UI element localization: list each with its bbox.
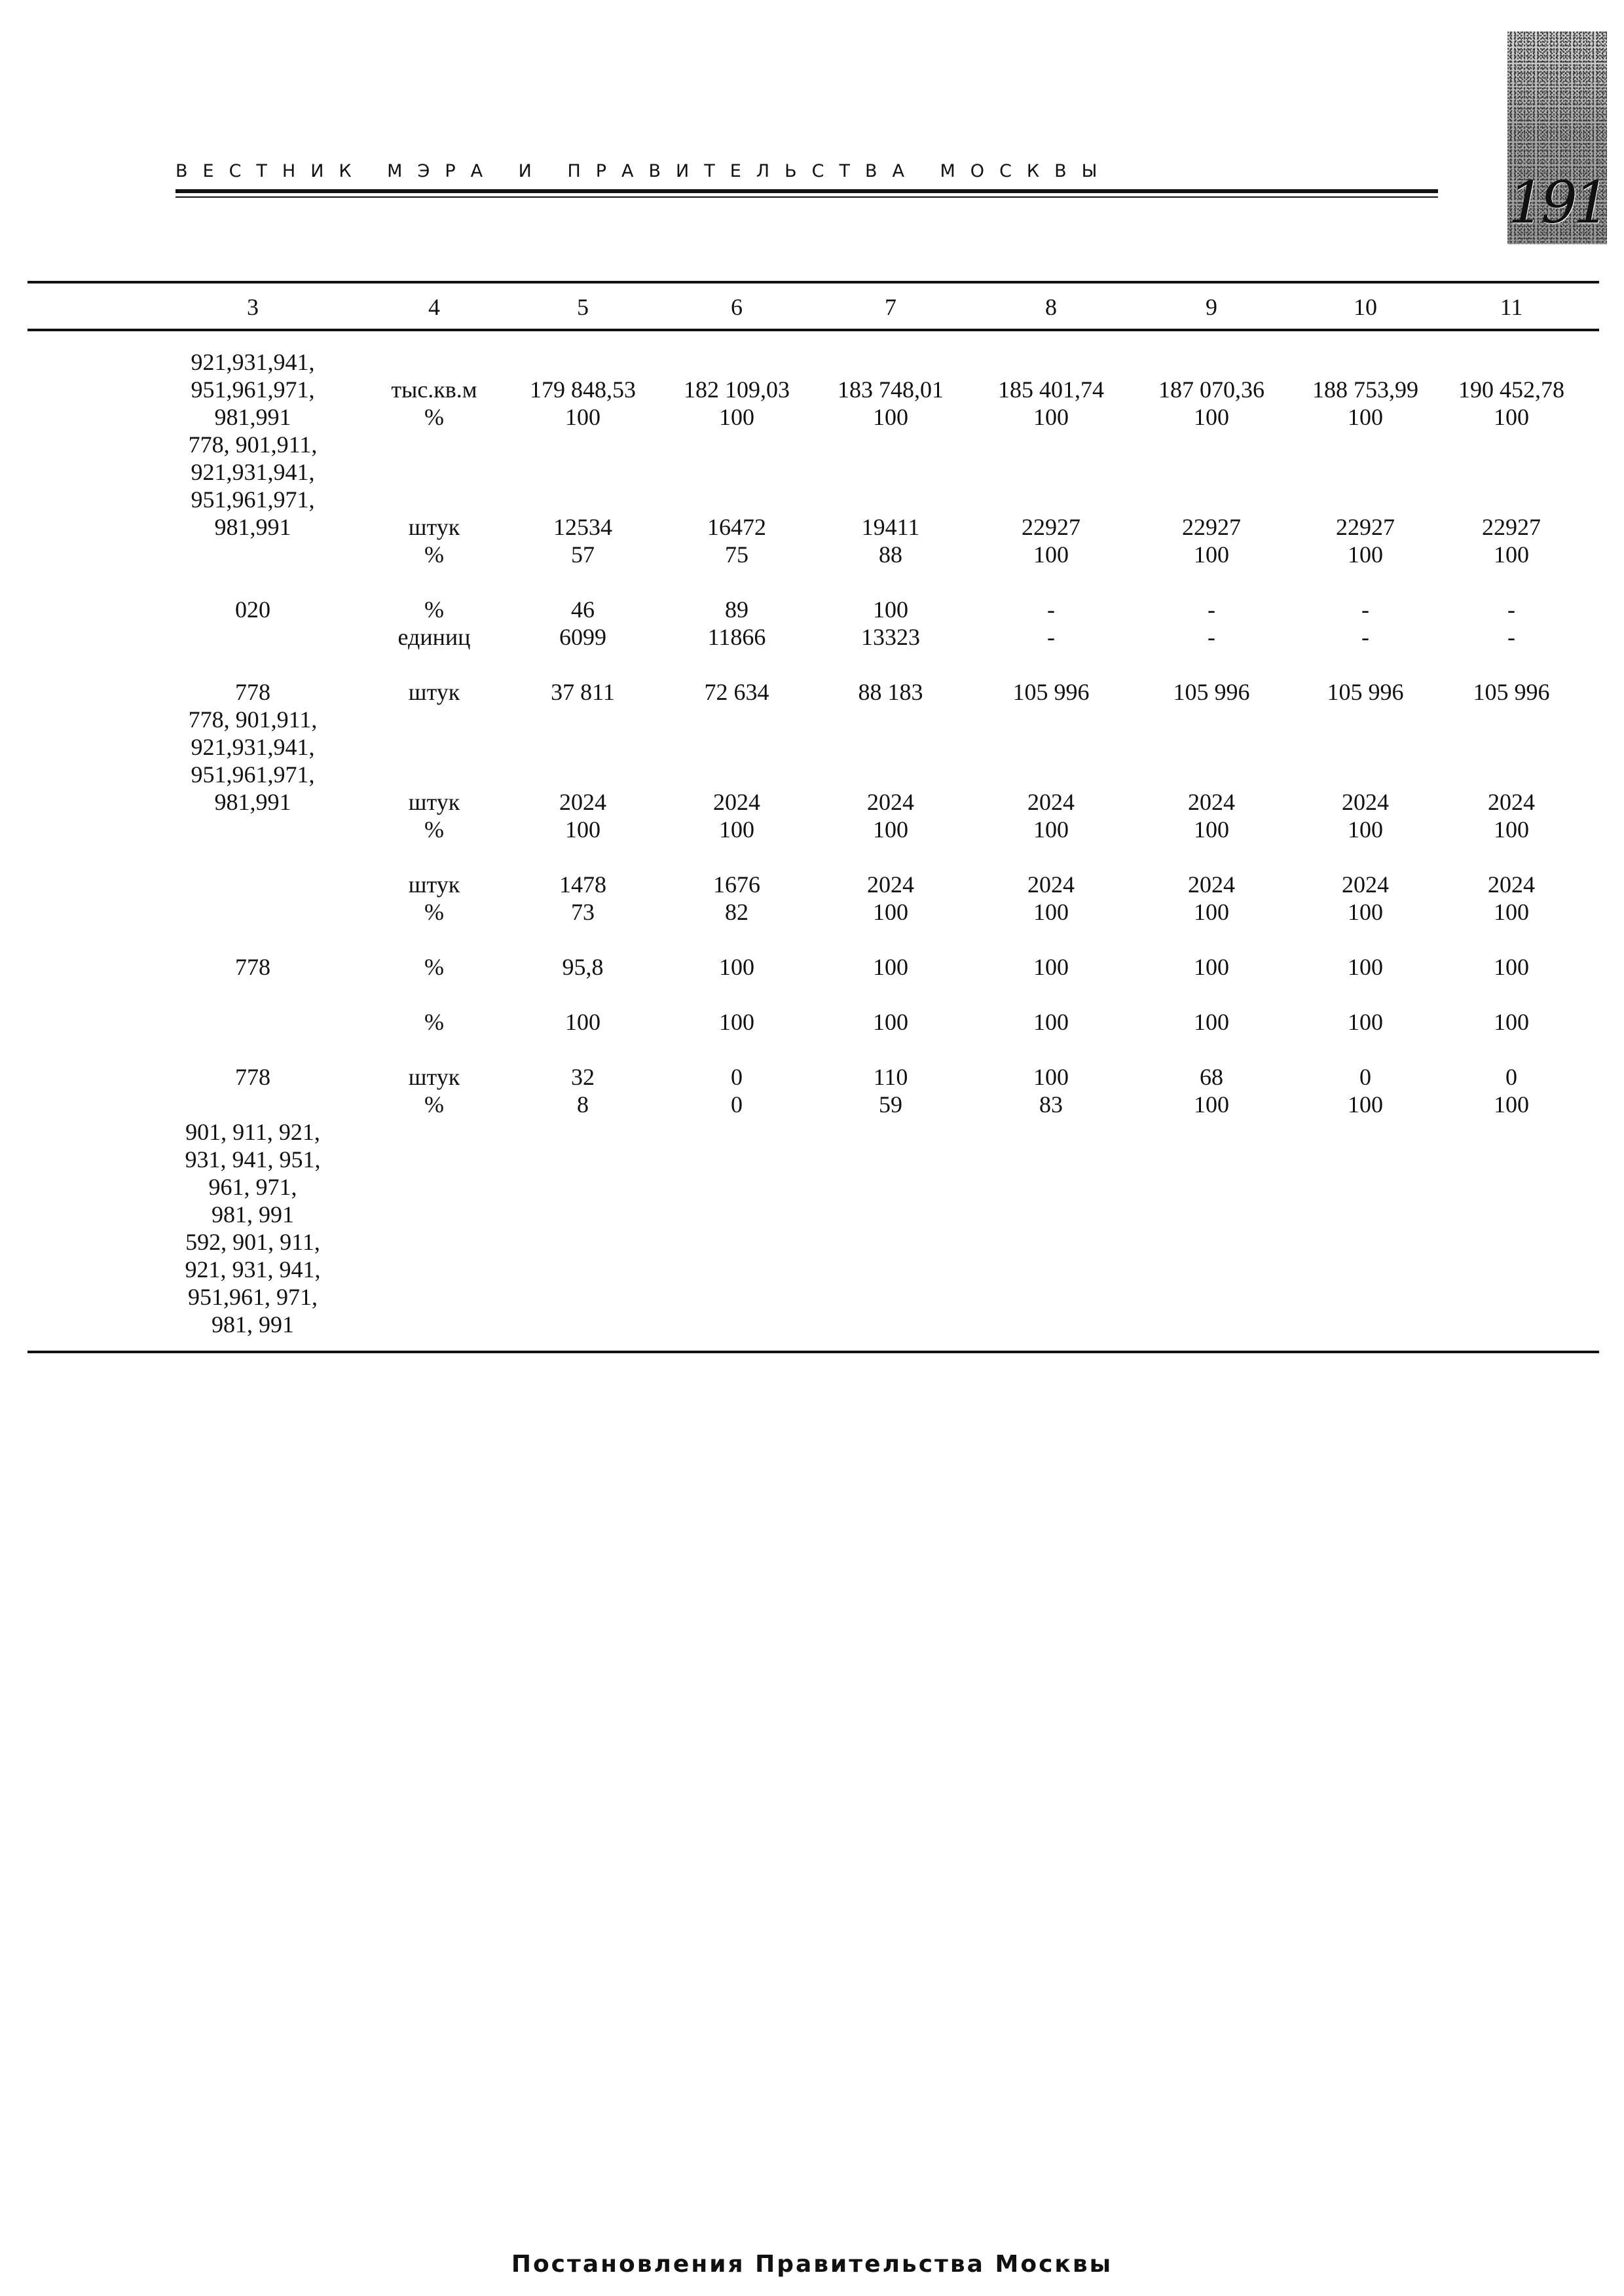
footer-section-title: Постановления Правительства Москвы bbox=[511, 2251, 1113, 2278]
column-header: 5 bbox=[577, 294, 589, 320]
page-number: 191 bbox=[1508, 169, 1606, 236]
column-header: 3 bbox=[247, 294, 259, 320]
running-title: ВЕСТНИК МЭРА И ПРАВИТЕЛЬСТВА МОСКВЫ bbox=[175, 161, 1113, 181]
value-cell: 100 bbox=[1194, 954, 1229, 980]
code-cell: 778, 901,911, 921,931,941, 951,961,971, 981,991 bbox=[188, 431, 318, 540]
value-cell: 187 070,36 100 bbox=[1158, 376, 1264, 430]
value-cell: 68 100 bbox=[1194, 1064, 1229, 1118]
value-cell: 2024 100 bbox=[559, 789, 606, 843]
value-cell: 100 bbox=[1033, 1009, 1069, 1035]
unit-cell: % единиц bbox=[397, 596, 471, 650]
value-cell: 179 848,53 100 bbox=[530, 376, 636, 430]
column-header: 4 bbox=[428, 294, 440, 320]
value-cell: 2024 100 bbox=[1188, 789, 1235, 843]
value-cell: 2024 100 bbox=[867, 789, 914, 843]
value-cell: - - bbox=[1208, 596, 1215, 650]
value-cell: 190 452,78 100 bbox=[1458, 376, 1564, 430]
value-cell: 22927 100 bbox=[1022, 514, 1080, 568]
unit-cell: штук % bbox=[408, 871, 460, 925]
page-number-badge bbox=[1507, 31, 1607, 244]
value-cell: 188 753,99 100 bbox=[1312, 376, 1418, 430]
value-cell: 2024 100 bbox=[1342, 871, 1389, 925]
code-cell: 020 bbox=[235, 596, 270, 623]
value-cell: 100 bbox=[1348, 954, 1383, 980]
value-cell: 95,8 bbox=[562, 954, 604, 980]
value-cell: 2024 100 bbox=[1342, 789, 1389, 843]
header-rule-thin bbox=[175, 196, 1438, 198]
value-cell: 100 bbox=[1033, 954, 1069, 980]
value-cell: 182 109,03 100 bbox=[684, 376, 790, 430]
value-cell: 22927 100 bbox=[1336, 514, 1395, 568]
value-cell: 105 996 bbox=[1173, 679, 1250, 705]
value-cell: - - bbox=[1507, 596, 1515, 650]
table-bottom-rule bbox=[28, 1351, 1599, 1353]
value-cell: - - bbox=[1361, 596, 1369, 650]
table-header-rule bbox=[28, 329, 1599, 331]
value-cell: 22927 100 bbox=[1182, 514, 1241, 568]
value-cell: 88 183 bbox=[858, 679, 923, 705]
value-cell: 2024 100 bbox=[1027, 789, 1075, 843]
unit-cell: штук % bbox=[408, 789, 460, 843]
value-cell: 1676 82 bbox=[713, 871, 760, 925]
value-cell: 22927 100 bbox=[1482, 514, 1541, 568]
value-cell: 100 bbox=[1194, 1009, 1229, 1035]
unit-cell: штук % bbox=[408, 514, 460, 568]
value-cell: 105 996 bbox=[1327, 679, 1404, 705]
value-cell: 100 83 bbox=[1033, 1064, 1069, 1118]
value-cell: 2024 100 bbox=[1188, 871, 1235, 925]
table-top-rule bbox=[28, 281, 1599, 283]
value-cell: 19411 88 bbox=[861, 514, 920, 568]
value-cell: 0 0 bbox=[731, 1064, 743, 1118]
value-cell: 185 401,74 100 bbox=[998, 376, 1104, 430]
value-cell: 2024 100 bbox=[867, 871, 914, 925]
value-cell: 100 bbox=[719, 1009, 754, 1035]
value-cell: 105 996 bbox=[1473, 679, 1550, 705]
value-cell: 1478 73 bbox=[559, 871, 606, 925]
value-cell: - - bbox=[1047, 596, 1055, 650]
code-cell: 592, 901, 911, 921, 931, 941, 951,961, 971, 981, 991 bbox=[185, 1229, 321, 1338]
unit-cell: штук bbox=[408, 679, 460, 705]
column-header: 6 bbox=[731, 294, 743, 320]
code-cell: 778 bbox=[235, 1064, 270, 1090]
code-cell: 901, 911, 921, 931, 941, 951, 961, 971, 981, 991 bbox=[185, 1119, 321, 1228]
value-cell: 100 bbox=[1494, 954, 1529, 980]
value-cell: 2024 100 bbox=[1488, 871, 1535, 925]
value-cell: 16472 75 bbox=[707, 514, 766, 568]
value-cell: 110 59 bbox=[873, 1064, 908, 1118]
value-cell: 183 748,01 100 bbox=[838, 376, 944, 430]
value-cell: 89 11866 bbox=[707, 596, 766, 650]
value-cell: 37 811 bbox=[551, 679, 615, 705]
value-cell: 100 bbox=[565, 1009, 600, 1035]
unit-cell: штук % bbox=[408, 1064, 460, 1118]
column-header: 9 bbox=[1206, 294, 1217, 320]
value-cell: 2024 100 bbox=[713, 789, 760, 843]
code-cell: 778 bbox=[235, 679, 270, 705]
code-cell: 778 bbox=[235, 954, 270, 980]
unit-cell: % bbox=[424, 1009, 444, 1035]
code-cell: 921,931,941, 951,961,971, 981,991 bbox=[191, 349, 315, 430]
value-cell: 46 6099 bbox=[559, 596, 606, 650]
column-header: 10 bbox=[1354, 294, 1377, 320]
value-cell: 0 100 bbox=[1494, 1064, 1529, 1118]
column-header: 8 bbox=[1045, 294, 1057, 320]
unit-cell: тыс.кв.м % bbox=[391, 376, 477, 430]
value-cell: 100 bbox=[873, 954, 908, 980]
code-cell: 778, 901,911, 921,931,941, 951,961,971, 981,991 bbox=[188, 706, 318, 815]
unit-cell: % bbox=[424, 954, 444, 980]
value-cell: 105 996 bbox=[1012, 679, 1090, 705]
column-header: 11 bbox=[1500, 294, 1523, 320]
value-cell: 100 bbox=[1348, 1009, 1383, 1035]
header-rule-thick bbox=[175, 189, 1438, 193]
value-cell: 32 8 bbox=[571, 1064, 595, 1118]
value-cell: 100 bbox=[1494, 1009, 1529, 1035]
value-cell: 100 13323 bbox=[861, 596, 920, 650]
value-cell: 0 100 bbox=[1348, 1064, 1383, 1118]
value-cell: 72 634 bbox=[704, 679, 769, 705]
value-cell: 2024 100 bbox=[1027, 871, 1075, 925]
value-cell: 100 bbox=[719, 954, 754, 980]
value-cell: 2024 100 bbox=[1488, 789, 1535, 843]
column-header: 7 bbox=[885, 294, 896, 320]
value-cell: 100 bbox=[873, 1009, 908, 1035]
value-cell: 12534 57 bbox=[553, 514, 612, 568]
